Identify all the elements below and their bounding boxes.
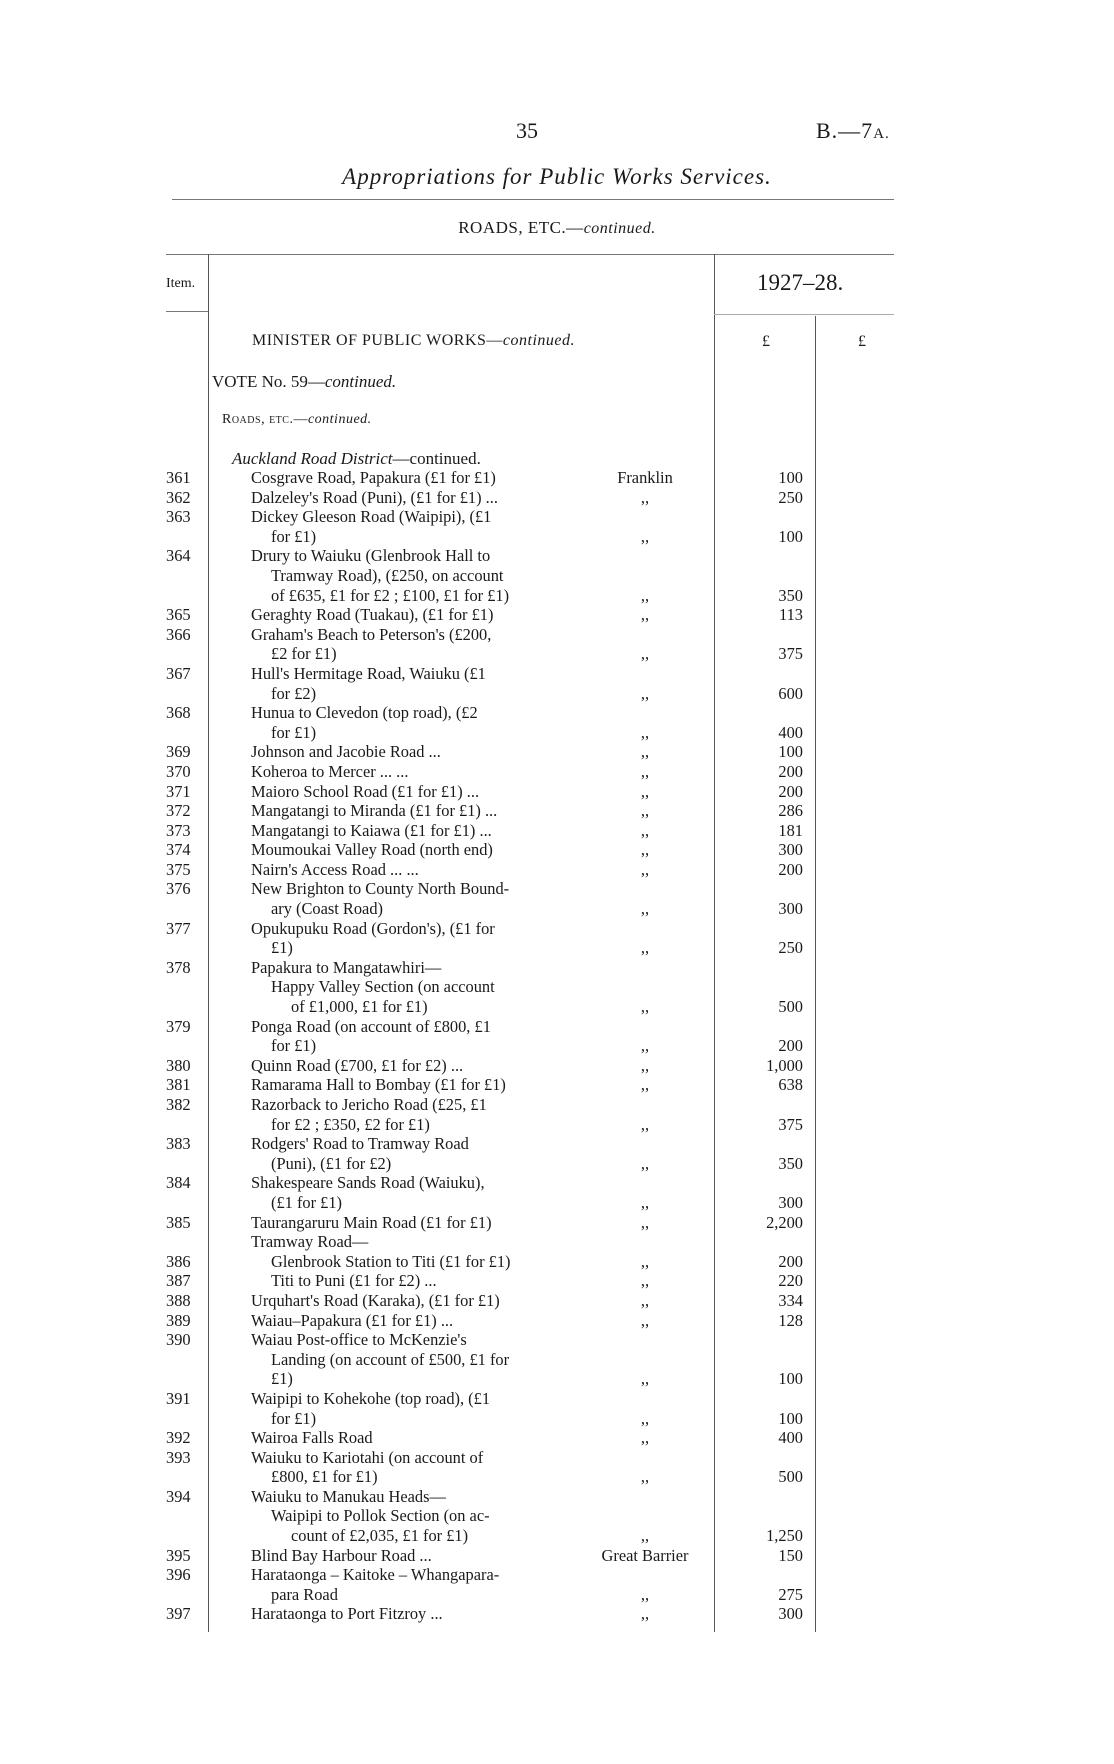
county-name: ,, (640, 1369, 650, 1389)
description-line: Dalzeley's Road (Puni), (£1 for £1) ... (251, 487, 498, 507)
document-reference (816, 118, 890, 144)
description-line: for £2 ; £350, £2 for £1) (271, 1114, 430, 1134)
table-row (0, 1330, 1114, 1389)
description-line: Maioro School Road (£1 for £1) ... (251, 781, 480, 801)
county-name: ,, (640, 487, 650, 507)
item-description (251, 1056, 578, 1076)
item-number: 368 (166, 703, 191, 723)
county-name: ,, (640, 1192, 650, 1212)
description-line: Dickey Gleeson Road (Waipipi), (£1 (251, 507, 492, 527)
amount: 500 (778, 997, 803, 1017)
table-row (0, 1232, 1114, 1252)
description-line: ary (Coast Road) (271, 899, 383, 919)
county-name: ,, (640, 840, 650, 860)
county-name: ,, (640, 1153, 650, 1173)
item-description (251, 762, 578, 782)
item-description (251, 1134, 578, 1173)
item-description (251, 1271, 578, 1291)
table-row (0, 1056, 1114, 1076)
amount: 200 (778, 761, 803, 781)
description-line: Quinn Road (£700, £1 for £2) ... (251, 1055, 464, 1075)
item-description (251, 1213, 578, 1233)
item-number: 366 (166, 624, 191, 644)
table-row (0, 801, 1114, 821)
item-description (251, 1389, 578, 1428)
item-description (251, 840, 578, 860)
section-title-text: ROADS, ETC.— (458, 218, 584, 237)
roads-subheading (222, 412, 372, 428)
section-title-italic: continued. (583, 220, 656, 237)
table-row (0, 1389, 1114, 1428)
amount: 375 (778, 644, 803, 664)
description-line: for £2) (271, 683, 317, 703)
county-name: ,, (640, 1290, 650, 1310)
item-description (251, 919, 578, 958)
item-number: 364 (166, 546, 191, 566)
amount: 150 (778, 1545, 803, 1565)
amount: 113 (779, 605, 803, 625)
item-description (251, 468, 578, 488)
county-name: ,, (640, 899, 650, 919)
item-number: 363 (166, 507, 191, 527)
table-row (0, 468, 1114, 488)
amount: 200 (778, 781, 803, 801)
description-line: of £635, £1 for £2 ; £100, £1 for £1) (271, 585, 510, 605)
item-number: 365 (166, 605, 191, 625)
county-name: ,, (640, 781, 650, 801)
table-row (0, 1134, 1114, 1173)
item-description (251, 546, 578, 605)
table-row (0, 1095, 1114, 1134)
table-row (0, 860, 1114, 880)
item-description (251, 742, 578, 762)
description-line: Glenbrook Station to Titi (£1 for £1) (271, 1251, 511, 1271)
amount: 220 (778, 1271, 803, 1291)
item-number: 374 (166, 840, 191, 860)
county-name: ,, (640, 1251, 650, 1271)
amount: 100 (778, 468, 803, 487)
amount: 200 (778, 1251, 803, 1271)
item-number: 386 (166, 1251, 191, 1271)
county-name: ,, (640, 859, 650, 879)
description-line: of £1,000, £1 for £1) (291, 997, 428, 1017)
item-description (251, 1565, 578, 1604)
amount: 100 (778, 1408, 803, 1428)
item-number: 380 (166, 1055, 191, 1075)
county-name: ,, (640, 585, 650, 605)
amount: 300 (778, 840, 803, 860)
description-line: Shakespeare Sands Road (Waiuku), (251, 1173, 485, 1193)
amount: 1,250 (766, 1526, 803, 1546)
item-description (251, 1330, 578, 1389)
item-number: 394 (166, 1486, 191, 1506)
table-row (0, 879, 1114, 918)
item-number: 375 (166, 859, 191, 879)
item-number: 396 (166, 1565, 191, 1585)
title-rule (172, 199, 894, 200)
item-number: 367 (166, 663, 191, 683)
amount: 275 (778, 1584, 803, 1604)
table-row (0, 762, 1114, 782)
description-line: Rodgers' Road to Tramway Road (251, 1134, 469, 1154)
amount: 300 (778, 1604, 803, 1624)
item-description (251, 782, 578, 802)
table-row (0, 1075, 1114, 1095)
item-number: 397 (166, 1604, 191, 1624)
description-line: Drury to Waiuku (Glenbrook Hall to (251, 546, 491, 566)
description-line: for £1) (271, 722, 317, 742)
county-name: ,, (640, 1310, 650, 1330)
description-line: £1) (271, 1369, 293, 1389)
item-description (251, 1546, 578, 1566)
description-line: for £1) (271, 1036, 317, 1056)
amount: 100 (778, 1369, 803, 1389)
county-name: ,, (640, 683, 650, 703)
description-line: Johnson and Jacobie Road ... (251, 742, 441, 762)
page-title: Appropriations for Public Works Services. (342, 164, 772, 189)
amount: 250 (778, 487, 803, 507)
description-line: Taurangaruru Main Road (£1 for £1) (251, 1212, 492, 1232)
description-line: Waipipi to Kohekohe (top road), (£1 (251, 1388, 491, 1408)
item-description (251, 821, 578, 841)
table-row (0, 1271, 1114, 1291)
county-name: ,, (640, 820, 650, 840)
amount: 1,000 (766, 1055, 803, 1075)
item-description (251, 605, 578, 625)
item-description (251, 625, 578, 664)
description-line: Urquhart's Road (Karaka), (£1 for £1) (251, 1290, 500, 1310)
item-number: 362 (166, 487, 191, 507)
item-description (251, 507, 578, 546)
table-row (0, 1252, 1114, 1272)
description-line: Mangatangi to Kaiawa (£1 for £1) ... (251, 820, 492, 840)
table-row (0, 919, 1114, 958)
description-line: Blind Bay Harbour Road ... (251, 1545, 432, 1565)
table-row (0, 625, 1114, 664)
county-name: ,, (640, 1604, 650, 1624)
amount: 100 (778, 526, 803, 546)
table-row (0, 1173, 1114, 1212)
item-number: 387 (166, 1271, 191, 1291)
table-row (0, 1213, 1114, 1233)
table-row (0, 782, 1114, 802)
table-row (0, 605, 1114, 625)
item-column-header: Item. (166, 276, 196, 291)
page-number: 35 (516, 118, 538, 143)
county-name: ,, (640, 1036, 650, 1056)
year-header-rule (714, 314, 894, 315)
item-description (251, 1095, 578, 1134)
table-row (0, 1291, 1114, 1311)
doc-ref-main: B.—7 (816, 118, 874, 143)
table-row (0, 1604, 1114, 1624)
amount: 2,200 (766, 1212, 803, 1232)
table-row (0, 703, 1114, 742)
roads-subheading-text: Roads, etc.— (222, 412, 308, 427)
amount: 500 (778, 1467, 803, 1487)
description-line: Nairn's Access Road ... ... (251, 859, 419, 879)
item-description (251, 664, 578, 703)
table-row (0, 821, 1114, 841)
item-description (251, 1428, 578, 1448)
county-name: ,, (640, 1584, 650, 1604)
item-description (251, 703, 578, 742)
description-line: Cosgrave Road, Papakura (£1 for £1) (251, 468, 496, 487)
item-description (251, 1311, 578, 1331)
county-name: ,, (640, 605, 650, 625)
item-description (251, 860, 578, 880)
roads-subheading-italic: continued. (307, 412, 372, 427)
description-line: Waiau Post-office to McKenzie's (251, 1330, 467, 1350)
table-row (0, 840, 1114, 860)
amount: 128 (778, 1310, 803, 1330)
item-description (251, 1291, 578, 1311)
doc-ref-suffix: A. (873, 126, 890, 142)
table-top-rule (166, 254, 894, 255)
item-number: 372 (166, 801, 191, 821)
description-line: Waipipi to Pollok Section (on ac- (271, 1506, 490, 1526)
county-name: ,, (640, 801, 650, 821)
description-line: Geraghty Road (Tuakau), (£1 for £1) (251, 605, 494, 625)
county-name: ,, (640, 722, 650, 742)
description-line: Graham's Beach to Peterson's (£200, (251, 624, 492, 644)
description-line: Razorback to Jericho Road (£25, £1 (251, 1095, 487, 1114)
item-description (251, 1252, 578, 1272)
item-number: 361 (166, 468, 191, 487)
county-name: ,, (640, 1526, 650, 1546)
item-number: 388 (166, 1290, 191, 1310)
county-name: ,, (640, 1212, 650, 1232)
table-row (0, 1311, 1114, 1331)
county-name: ,, (640, 1114, 650, 1134)
amount: 181 (778, 820, 803, 840)
description-line: Moumoukai Valley Road (north end) (251, 840, 493, 860)
description-line: £800, £1 for £1) (271, 1467, 378, 1487)
description-line: Opukupuku Road (Gordon's), (£1 for (251, 918, 495, 938)
item-description (251, 1487, 578, 1546)
vote-heading (212, 372, 396, 392)
item-description (251, 801, 578, 821)
description-line: for £1) (271, 1408, 317, 1428)
description-line: para Road (271, 1584, 338, 1604)
item-number: 392 (166, 1428, 191, 1448)
description-line: Waiau–Papakura (£1 for £1) ... (251, 1310, 454, 1330)
description-line: (£1 for £1) (271, 1192, 343, 1212)
item-description (251, 879, 578, 918)
county-name: Great Barrier (601, 1545, 689, 1565)
item-number: 385 (166, 1212, 191, 1232)
county-name: ,, (640, 938, 650, 958)
amount: 100 (778, 742, 803, 762)
description-line: Papakura to Mangatawhiri— (251, 957, 442, 977)
amount: 375 (778, 1114, 803, 1134)
item-number: 382 (166, 1095, 191, 1114)
amount: 400 (778, 722, 803, 742)
item-number: 369 (166, 742, 191, 762)
county-name: ,, (640, 1271, 650, 1291)
description-line: Wairoa Falls Road (251, 1428, 373, 1448)
item-number: 390 (166, 1330, 191, 1350)
ministry-heading-italic: continued. (502, 332, 575, 349)
item-number: 383 (166, 1134, 191, 1154)
county-name: ,, (640, 1428, 650, 1448)
table-row (0, 1565, 1114, 1604)
table-row (0, 1487, 1114, 1546)
description-line: Happy Valley Section (on account (271, 977, 495, 997)
item-description (251, 1173, 578, 1212)
item-number: 381 (166, 1075, 191, 1095)
description-line: Ponga Road (on account of £800, £1 (251, 1016, 491, 1036)
county-name: ,, (640, 761, 650, 781)
description-line: Tramway Road), (£250, on account (271, 565, 504, 585)
county-name: ,, (640, 742, 650, 762)
amount: 350 (778, 1153, 803, 1173)
item-description (251, 1604, 578, 1624)
district-heading (232, 449, 481, 469)
description-line: for £1) (271, 526, 317, 546)
item-description (251, 1232, 578, 1252)
item-number: 370 (166, 761, 191, 781)
amount: 286 (778, 801, 803, 821)
table-row (0, 664, 1114, 703)
description-line: New Brighton to County North Bound- (251, 879, 510, 899)
description-line: Landing (on account of £500, £1 for (271, 1349, 510, 1369)
item-number: 373 (166, 820, 191, 840)
description-line: Hull's Hermitage Road, Waiuku (£1 (251, 663, 486, 683)
county-name: ,, (640, 1467, 650, 1487)
description-line: (Puni), (£1 for £2) (271, 1153, 392, 1173)
description-line: Waiuku to Manukau Heads— (251, 1486, 446, 1506)
vote-heading-italic: continued. (324, 372, 397, 391)
item-number: 371 (166, 781, 191, 801)
description-line: Hunua to Clevedon (top road), (£2 (251, 703, 478, 723)
amount: 600 (778, 683, 803, 703)
district-suffix: —continued. (392, 449, 481, 468)
table-row (0, 488, 1114, 508)
item-description (251, 1017, 578, 1056)
county-name: ,, (640, 644, 650, 664)
description-line: £2 for £1) (271, 644, 337, 664)
description-line: Harataonga – Kaitoke – Whangapara- (251, 1565, 500, 1585)
item-description (251, 1075, 578, 1095)
vote-heading-text: VOTE No. 59— (212, 372, 325, 391)
table-row (0, 958, 1114, 1017)
county-name: Franklin (617, 468, 673, 487)
county-name: ,, (640, 1408, 650, 1428)
table-row (0, 1546, 1114, 1566)
description-line: Ramarama Hall to Bombay (£1 for £1) (251, 1075, 506, 1095)
table-row (0, 1017, 1114, 1056)
item-number: 378 (166, 957, 191, 977)
amount: 200 (778, 1036, 803, 1056)
table-row (0, 1428, 1114, 1448)
amount: 300 (778, 1192, 803, 1212)
amount: 300 (778, 899, 803, 919)
item-number: 395 (166, 1545, 191, 1565)
item-number: 393 (166, 1447, 191, 1467)
amount: 200 (778, 859, 803, 879)
appropriation-rows (0, 468, 1114, 1624)
currency-header-2: £ (858, 333, 866, 350)
table-row (0, 742, 1114, 762)
description-line: Waiuku to Kariotahi (on account of (251, 1447, 484, 1467)
item-number: 391 (166, 1388, 191, 1408)
description-line: Mangatangi to Miranda (£1 for £1) ... (251, 801, 498, 821)
amount: 350 (778, 585, 803, 605)
description-line: Harataonga to Port Fitzroy ... (251, 1604, 443, 1624)
amount: 334 (778, 1290, 803, 1310)
ministry-heading-text: MINISTER OF PUBLIC WORKS— (252, 332, 503, 349)
item-number: 384 (166, 1173, 191, 1193)
item-number: 379 (166, 1016, 191, 1036)
description-line: £1) (271, 938, 293, 958)
table-row (0, 546, 1114, 605)
ministry-heading (252, 332, 575, 350)
description-line: count of £2,035, £1 for £1) (291, 1526, 469, 1546)
item-description (251, 958, 578, 1017)
table-row (0, 507, 1114, 546)
amount: 400 (778, 1428, 803, 1448)
description-line: Tramway Road— (251, 1232, 369, 1252)
item-description (251, 1448, 578, 1487)
county-name: ,, (640, 1075, 650, 1095)
description-line: Titi to Puni (£1 for £2) ... (271, 1271, 437, 1291)
county-name: ,, (640, 1055, 650, 1075)
item-description (251, 488, 578, 508)
amount: 250 (778, 938, 803, 958)
item-number: 389 (166, 1310, 191, 1330)
item-number: 377 (166, 918, 191, 938)
county-name: ,, (640, 997, 650, 1017)
description-line: Koheroa to Mercer ... ... (251, 761, 409, 781)
table-row (0, 1448, 1114, 1487)
year-column-header: 1927–28. (757, 270, 844, 295)
district-name: Auckland Road District (232, 449, 393, 468)
section-title (0, 218, 1114, 238)
county-name: ,, (640, 526, 650, 546)
item-number: 376 (166, 879, 191, 899)
currency-header-1: £ (762, 333, 770, 350)
amount: 638 (778, 1075, 803, 1095)
page-header (0, 118, 1114, 148)
item-header-rule (166, 311, 208, 312)
